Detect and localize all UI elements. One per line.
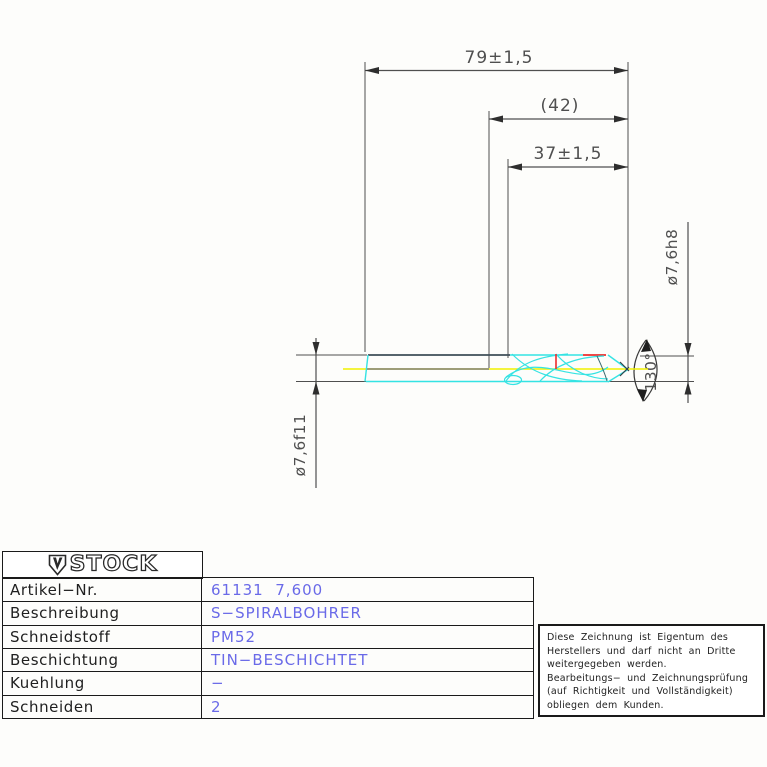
row-value: 61131 7,600 xyxy=(211,580,324,599)
helix-line xyxy=(556,354,608,379)
row-label: Beschreibung xyxy=(3,601,202,624)
dim-reference-length-label: (42) xyxy=(540,96,580,116)
row-value: PM52 xyxy=(202,625,533,648)
arrowhead xyxy=(614,164,628,171)
note-line: Bearbeitungs− und Zeichnungsprüfung xyxy=(547,672,749,684)
ownership-note-box xyxy=(538,624,765,717)
arrowhead xyxy=(489,116,503,123)
row-label: Artikel−Nr. xyxy=(3,578,202,601)
note-line: (auf Richtigkeit und Vollständigkeit) xyxy=(547,686,733,698)
row-value: − xyxy=(202,671,533,694)
row-label: Kuehlung xyxy=(3,671,202,694)
arrowhead xyxy=(508,164,522,171)
dimension-point-angle xyxy=(634,339,660,402)
arrowhead xyxy=(313,382,320,395)
title-block-table xyxy=(2,577,534,719)
note-line: Diese Zeichnung ist Eigentum des xyxy=(547,632,729,643)
row-value: S−SPIRALBOHRER xyxy=(202,601,533,624)
dimension-total-length xyxy=(365,48,628,368)
logo-cell xyxy=(2,551,203,579)
note-line: obliegen dem Kunden. xyxy=(547,699,664,711)
stock-shield-icon xyxy=(48,554,68,576)
row-value: 2 xyxy=(202,695,533,718)
arrowhead xyxy=(365,67,379,74)
row-value: TIN−BESCHICHTET xyxy=(202,648,533,671)
arrowhead xyxy=(685,343,692,356)
dim-flute-length-label: 37±1,5 xyxy=(533,144,603,164)
logo-text: STOCK xyxy=(69,552,158,577)
row-label: Schneidstoff xyxy=(3,625,202,648)
row-label: Schneiden xyxy=(3,695,202,718)
arrowhead xyxy=(685,382,692,395)
row-label: Beschichtung xyxy=(3,648,202,671)
arrowhead xyxy=(614,67,628,74)
dim-total-length-label: 79±1,5 xyxy=(464,48,534,68)
dimension-reference-length xyxy=(489,96,628,368)
dim-shank-diameter-label: ø7,6f11 xyxy=(291,413,309,477)
note-line: Herstellers und darf nicht an Dritte xyxy=(547,645,736,657)
drill-body xyxy=(343,354,648,385)
dimension-shank-diameter xyxy=(291,338,367,488)
dimension-flute-length xyxy=(508,144,628,358)
note-line: weitergegeben werden. xyxy=(547,659,667,671)
arrowhead xyxy=(614,116,628,123)
dim-point-angle-label: 130° xyxy=(642,352,660,392)
dim-tip-diameter-label: ø7,6h8 xyxy=(663,228,681,286)
arrowhead xyxy=(313,342,320,355)
